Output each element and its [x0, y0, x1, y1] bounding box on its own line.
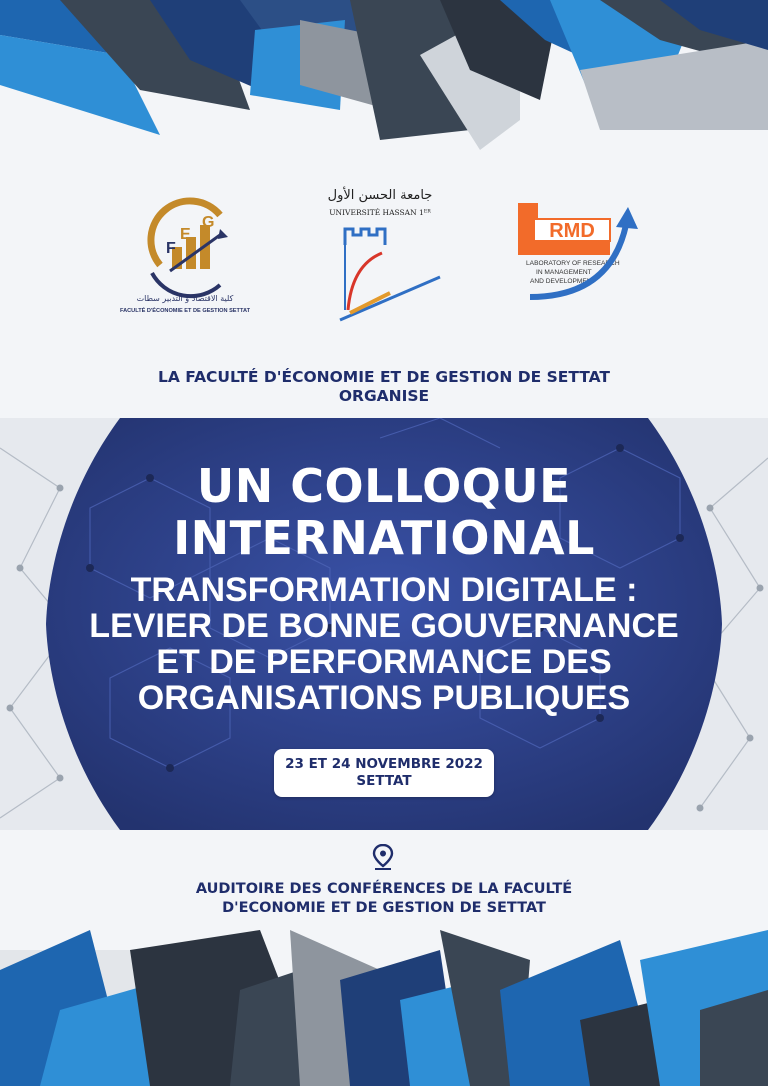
theme-line-3: ET DE PERFORMANCE DES	[156, 643, 612, 681]
theme-line-2: LEVIER DE BONNE GOUVERNANCE	[89, 607, 679, 645]
lrmd-caption-line-1: LABORATORY OF RESEARCH	[526, 260, 620, 267]
feg-arabic-name: كلية الاقتصاد و التدبير سطات	[136, 294, 234, 303]
event-dates: 23 ET 24 NOVEMBRE 2022	[285, 756, 483, 772]
theme-line-4: ORGANISATIONS PUBLIQUES	[137, 679, 631, 717]
location-pin-icon	[372, 844, 394, 870]
feg-letter-e: E	[180, 226, 191, 243]
colloquium-title-line-2: INTERNATIONAL	[173, 511, 595, 565]
venue-line-2: D'ECONOMIE ET DE GESTION DE SETTAT	[222, 900, 546, 916]
organizer-verb: ORGANISE	[338, 387, 430, 405]
lrmd-caption-line-3: AND DEVELOPMENT	[530, 278, 596, 285]
lrmd-caption-line-2: IN MANAGEMENT	[536, 269, 592, 276]
venue-line-1: AUDITOIRE DES CONFÉRENCES DE LA FACULTÉ	[195, 881, 573, 897]
bottom-decorative-shapes	[0, 930, 768, 1086]
university-arabic-name: جامعة الحسن الأول	[327, 188, 433, 203]
feg-letter-g: G	[202, 214, 215, 231]
lrmd-logo	[500, 185, 650, 305]
university-caption: UNIVERSITÉ HASSAN 1ᴱᴿ	[329, 208, 431, 217]
colloquium-title-line-1: UN COLLOQUE	[196, 459, 572, 513]
event-date-card	[274, 749, 494, 797]
university-hassan-1-logo	[300, 185, 460, 325]
event-city: SETTAT	[356, 773, 412, 789]
theme-line-1: TRANSFORMATION DIGITALE :	[130, 571, 638, 609]
feg-letter-f: F	[166, 240, 176, 257]
top-decorative-shapes	[0, 0, 768, 150]
organizer-name: LA FACULTÉ D'ÉCONOMIE ET DE GESTION DE SETTAT	[157, 368, 610, 386]
feg-logo	[120, 185, 250, 315]
feg-caption: FACULTÉ D'ÉCONOMIE ET DE GESTION SETTAT	[120, 308, 250, 314]
lrmd-acronym: RMD	[549, 220, 595, 242]
